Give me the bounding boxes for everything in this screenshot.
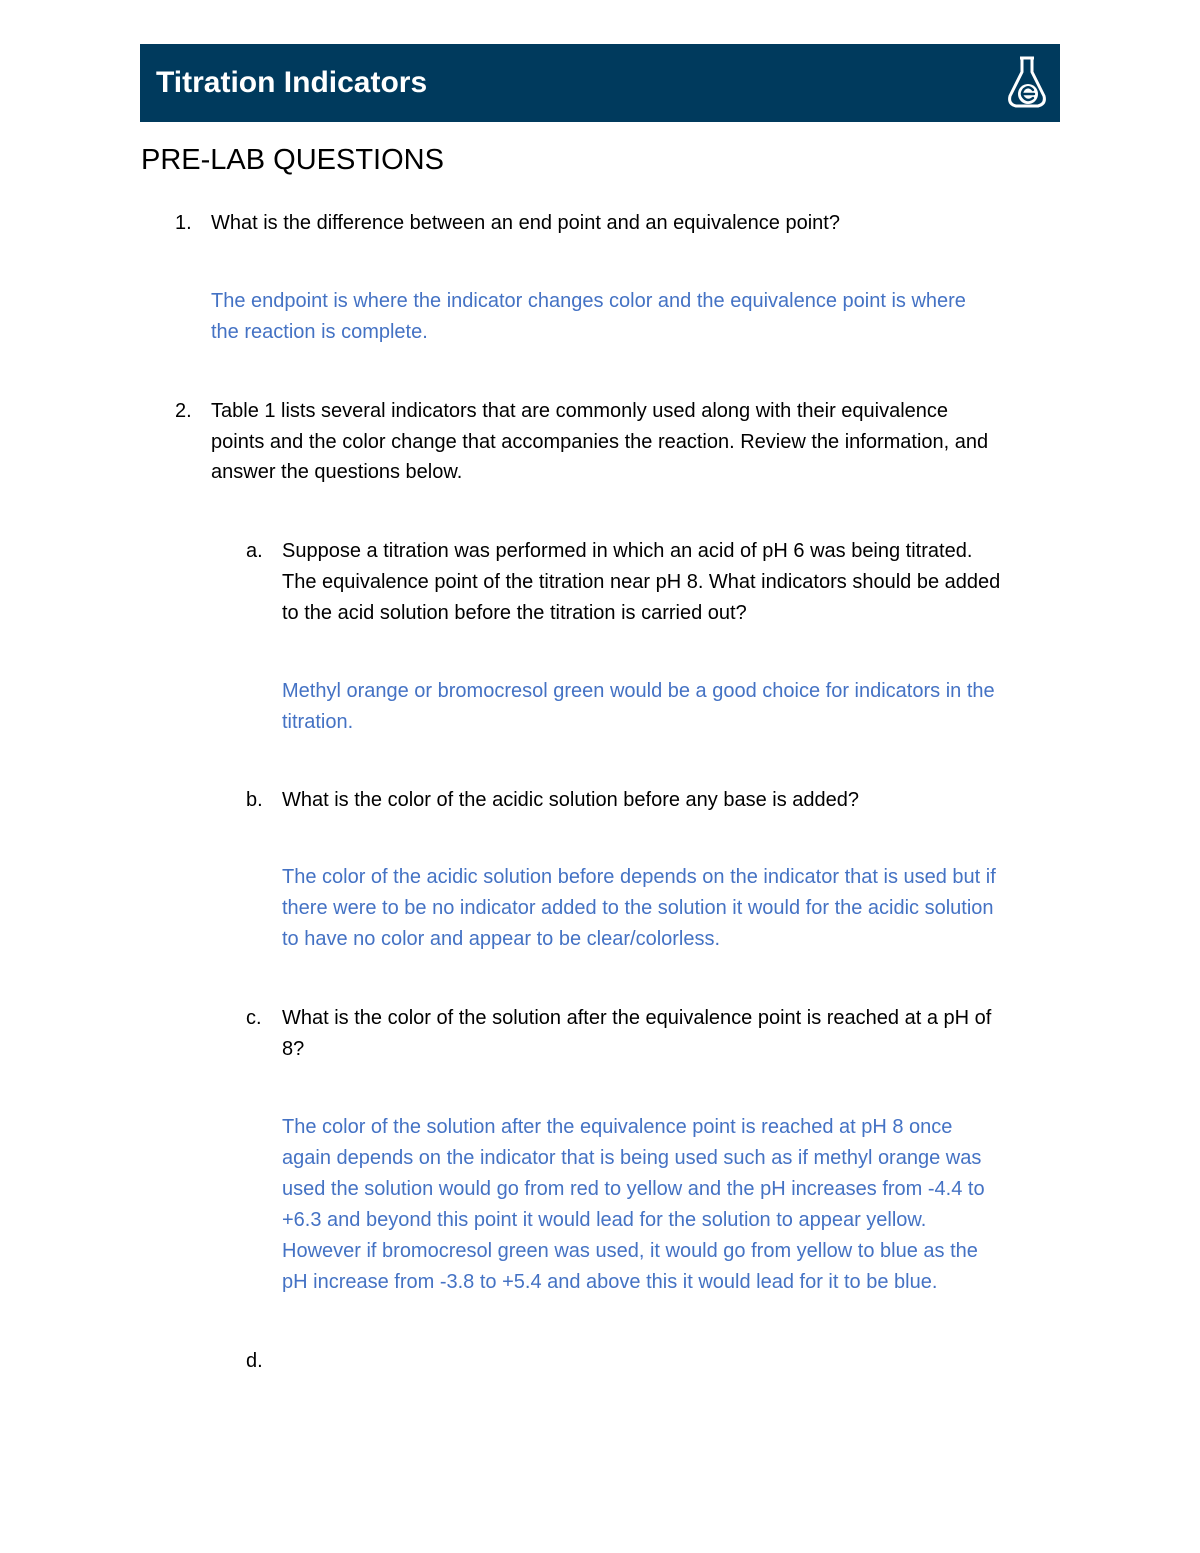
subquestion-text: What is the color of the acidic solution before any base is added? xyxy=(282,789,860,811)
question-text: answer the questions below. xyxy=(211,461,463,483)
answer-line: again depends on the indicator that is being used such as if methyl orange was xyxy=(282,1147,982,1169)
question-text: Table 1 lists several indicators that are commonly used along with their equivalence xyxy=(211,400,949,422)
header-bar xyxy=(140,44,1060,122)
document-title: Titration Indicators xyxy=(156,66,428,99)
subquestion-letter: c. xyxy=(246,1007,262,1029)
question-text: What is the difference between an end point and an equivalence point? xyxy=(211,212,840,234)
question-number: 1. xyxy=(175,212,192,234)
answer-line: to have no color and appear to be clear/colorless. xyxy=(282,928,721,950)
question-text: points and the color change that accompanies the reaction. Review the information, and xyxy=(211,431,989,453)
answer-line: The endpoint is where the indicator changes color and the equivalence point is where xyxy=(211,290,966,312)
answer-line: pH increase from -3.8 to +5.4 and above this it would lead for it to be blue. xyxy=(282,1271,938,1293)
flask-e-icon xyxy=(1002,52,1052,112)
answer-line: However if bromocresol green was used, it would go from yellow to blue as the xyxy=(282,1240,978,1262)
answer-line: used the solution would go from red to yellow and the pH increases from -4.4 to xyxy=(282,1178,985,1200)
subquestion-letter: d. xyxy=(246,1350,263,1372)
subquestion-letter: a. xyxy=(246,540,263,562)
section-title: PRE-LAB QUESTIONS xyxy=(141,144,444,176)
subquestion-text: Suppose a titration was performed in which an acid of pH 6 was being titrated. xyxy=(282,540,973,562)
answer-line: The color of the solution after the equivalence point is reached at pH 8 once xyxy=(282,1116,953,1138)
subquestion-text: The equivalence point of the titration near pH 8. What indicators should be added xyxy=(282,571,1001,593)
answer-line: there were to be no indicator added to the solution it would for the acidic solution xyxy=(282,897,994,919)
subquestion-letter: b. xyxy=(246,789,263,811)
subquestion-text: What is the color of the solution after the equivalence point is reached at a pH of xyxy=(282,1007,992,1029)
answer-line: Methyl orange or bromocresol green would be a good choice for indicators in the xyxy=(282,680,995,702)
answer-line: titration. xyxy=(282,711,354,733)
question-number: 2. xyxy=(175,400,192,422)
subquestion-text: to the acid solution before the titration is carried out? xyxy=(282,602,747,624)
answer-line: the reaction is complete. xyxy=(211,321,428,343)
subquestion-text: 8? xyxy=(282,1038,305,1060)
answer-line: +6.3 and beyond this point it would lead for the solution to appear yellow. xyxy=(282,1209,927,1231)
answer-line: The color of the acidic solution before depends on the indicator that is used but if xyxy=(282,866,996,888)
